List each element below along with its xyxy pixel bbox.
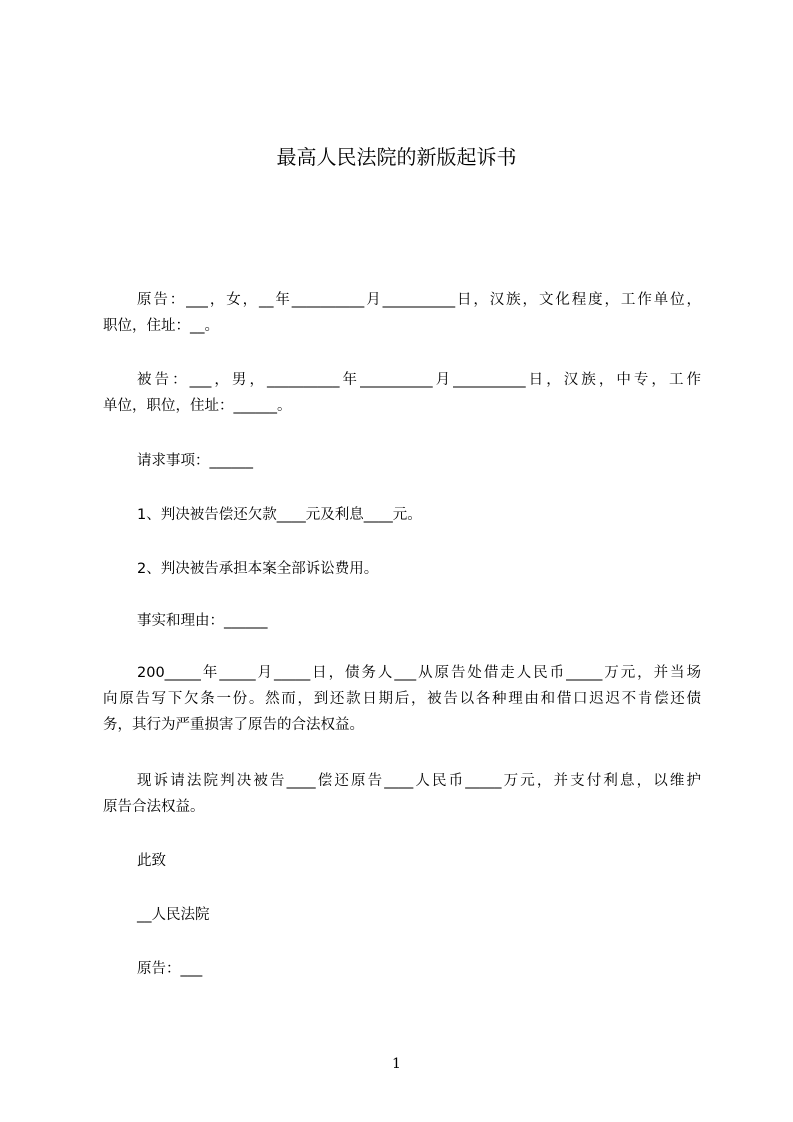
claims-heading: 请求事项：______ <box>137 453 253 469</box>
facts-heading: 事实和理由：______ <box>137 613 268 629</box>
document-title: 最高人民法院的新版起诉书 <box>276 145 517 169</box>
page-number: 1 <box>392 1056 401 1072</box>
facts-paragraph <box>103 660 701 738</box>
facts-line-1: 200_____年_____月_____日，债务人___从原告处借走人民币_____万元，并当场 <box>137 665 701 681</box>
plaintiff-info-paragraph <box>103 287 701 339</box>
claim-item-2: 2、判决被告承担本案全部诉讼费用。 <box>137 561 379 577</box>
claim-item-1: 1、判决被告偿还欠款____元及利息____元。 <box>137 507 422 523</box>
plaintiff-info-line-1: 原告：___，女，__年__________月__________日，汉族，文化程度，工作单位， <box>137 292 701 308</box>
plaintiff-signature: 原告：___ <box>137 961 203 977</box>
court-name: __人民法院 <box>137 907 210 923</box>
defendant-info-line-1: 被告：___，男，__________年__________月__________日，汉族，中专，工作 <box>137 372 701 388</box>
request-line-1: 现诉请法院判决被告____偿还原告____人民币_____万元，并支付利息，以维护 <box>137 773 701 789</box>
defendant-info-line-2: 单位，职位，住址：______。 <box>103 398 292 414</box>
closing-phrase: 此致 <box>137 853 166 869</box>
request-paragraph <box>103 768 701 820</box>
request-line-2: 原告合法权益。 <box>103 799 205 815</box>
facts-line-3: 务，其行为严重损害了原告的合法权益。 <box>103 717 364 733</box>
plaintiff-info-line-2: 职位，住址：__。 <box>103 318 219 334</box>
facts-line-2: 向原告写下欠条一份。然而，到还款日期后，被告以各种理由和借口迟迟不肯偿还债 <box>103 691 701 707</box>
defendant-info-paragraph <box>103 367 701 419</box>
